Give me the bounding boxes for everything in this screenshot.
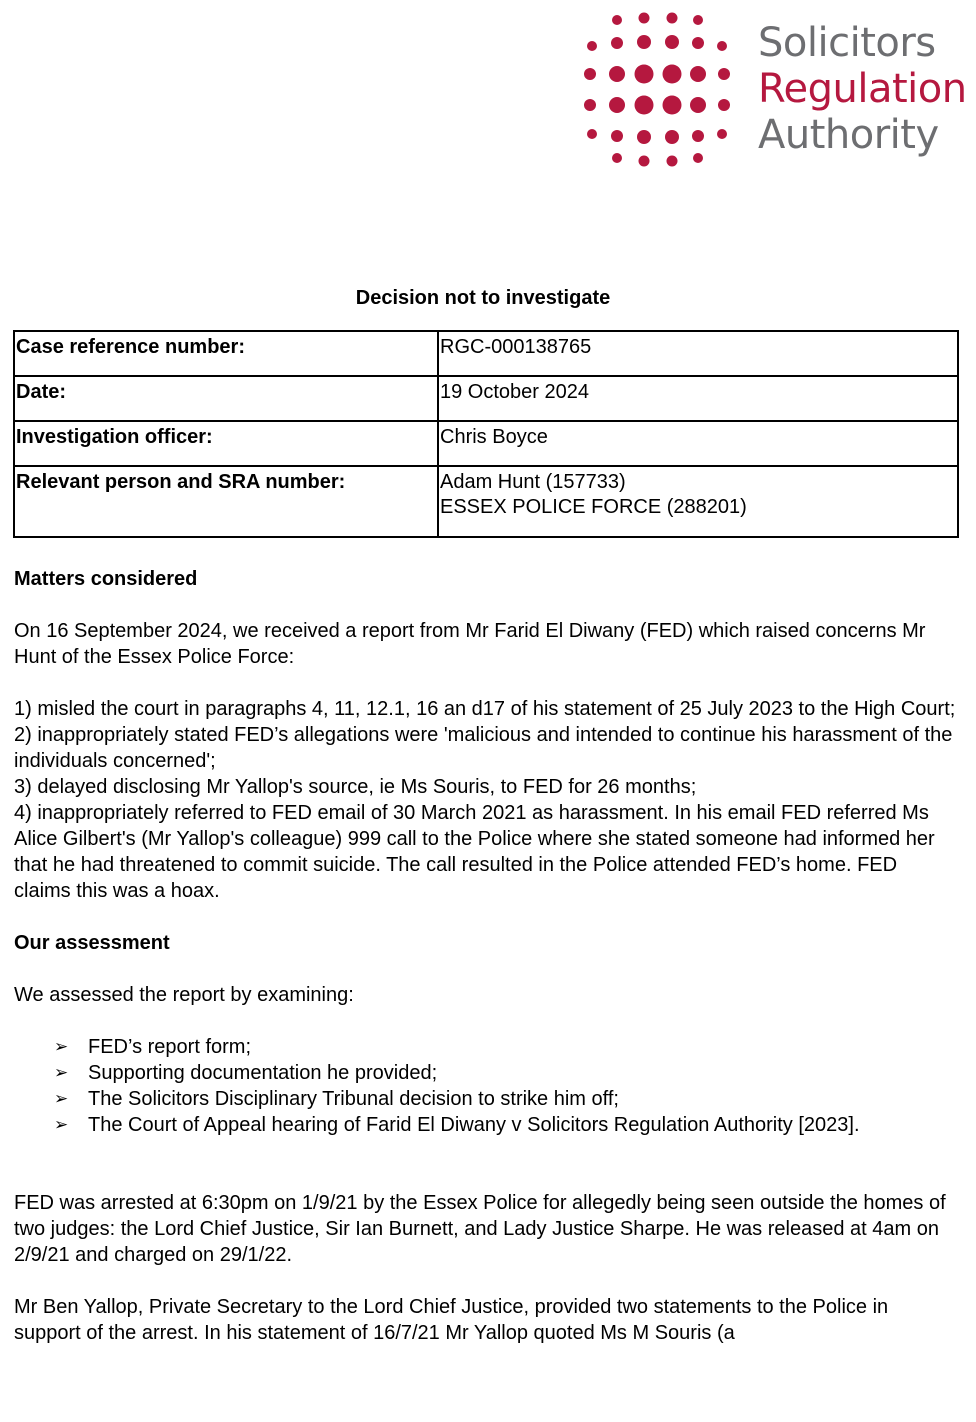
case-ref-value: RGC-000138765 xyxy=(438,331,958,376)
person-value xyxy=(438,466,958,537)
person-value-line-1: Adam Hunt (157733) xyxy=(440,471,626,493)
case-details-table xyxy=(13,330,959,538)
assessment-intro: We assessed the report by examining: xyxy=(14,984,354,1006)
person-label: Relevant person and SRA number: xyxy=(14,466,438,537)
arrest-paragraph: FED was arrested at 6:30pm on 1/9/21 by the Essex Police for allegedly being seen outside the homes of two judges: the Lord Chief Justice, Sir Ian Burnett, and Lady Justice Sharpe. He was released at 4am on 2/9/21 and charged on 29/1/22. xyxy=(14,1192,946,1266)
matters-heading: Matters considered xyxy=(14,568,198,590)
document-title: Decision not to investigate xyxy=(355,287,611,309)
table-row xyxy=(14,421,958,466)
matters-intro: On 16 September 2024, we received a report from Mr Farid El Diwany (FED) which raised concerns Mr Hunt of the Essex Police Force: xyxy=(14,620,926,668)
logo-line-solicitors: Solicitors xyxy=(758,20,936,66)
list-item-text: FED’s report form; xyxy=(88,1036,251,1058)
arrowhead-bullet-icon: ➢ xyxy=(54,1089,69,1109)
matters-item-2: 2) inappropriately stated FED’s allegations were 'malicious and intended to continue his harassment of the individuals concerned'; xyxy=(14,724,953,772)
case-ref-label: Case reference number: xyxy=(14,331,438,376)
table-row xyxy=(14,376,958,421)
date-label: Date: xyxy=(14,376,438,421)
table-row xyxy=(14,466,958,537)
list-item xyxy=(54,1060,959,1086)
arrowhead-bullet-icon: ➢ xyxy=(54,1037,69,1057)
document-body xyxy=(14,566,959,1346)
officer-value: Chris Boyce xyxy=(438,421,958,466)
sra-wordmark xyxy=(758,20,967,158)
matters-item-4: 4) inappropriately referred to FED email of 30 March 2021 as harassment. In his email FED referred Ms Alice Gilbert's (Mr Yallop's colleague) 999 call to the Police where she stated someone had informed her that he had threatened to commit suicide. The call resulted in the Police attended FED’s home. FED claims this was a hoax. xyxy=(14,802,935,902)
sra-dots-icon xyxy=(580,8,750,173)
matters-item-1: 1) misled the court in paragraphs 4, 11, 12.1, 16 an d17 of his statement of 25 July 2023 to the High Court; xyxy=(14,698,956,720)
sra-logo xyxy=(580,8,967,173)
matters-item-3: 3) delayed disclosing Mr Yallop's source, ie Ms Souris, to FED for 26 months; xyxy=(14,776,697,798)
yallop-paragraph: Mr Ben Yallop, Private Secretary to the Lord Chief Justice, provided two statements to the Police in support of the arrest. In his statement of 16/7/21 Mr Yallop quoted Ms M Souris (a xyxy=(14,1296,889,1344)
logo-line-authority: Authority xyxy=(758,112,939,158)
officer-label: Investigation officer: xyxy=(14,421,438,466)
list-item xyxy=(54,1086,959,1112)
list-item xyxy=(54,1112,959,1138)
person-value-line-2: ESSEX POLICE FORCE (288201) xyxy=(440,496,747,518)
list-item xyxy=(54,1034,959,1060)
assessment-heading: Our assessment xyxy=(14,932,170,954)
arrowhead-bullet-icon: ➢ xyxy=(54,1063,69,1083)
list-item-text: Supporting documentation he provided; xyxy=(88,1062,438,1084)
logo-line-regulation: Regulation xyxy=(758,66,967,112)
table-row xyxy=(14,331,958,376)
date-value: 19 October 2024 xyxy=(438,376,958,421)
list-item-text: The Court of Appeal hearing of Farid El Diwany v Solicitors Regulation Authority [2023]. xyxy=(88,1114,860,1136)
assessment-list xyxy=(14,1034,959,1138)
list-item-text: The Solicitors Disciplinary Tribunal decision to strike him off; xyxy=(88,1088,619,1110)
arrowhead-bullet-icon: ➢ xyxy=(54,1115,69,1135)
